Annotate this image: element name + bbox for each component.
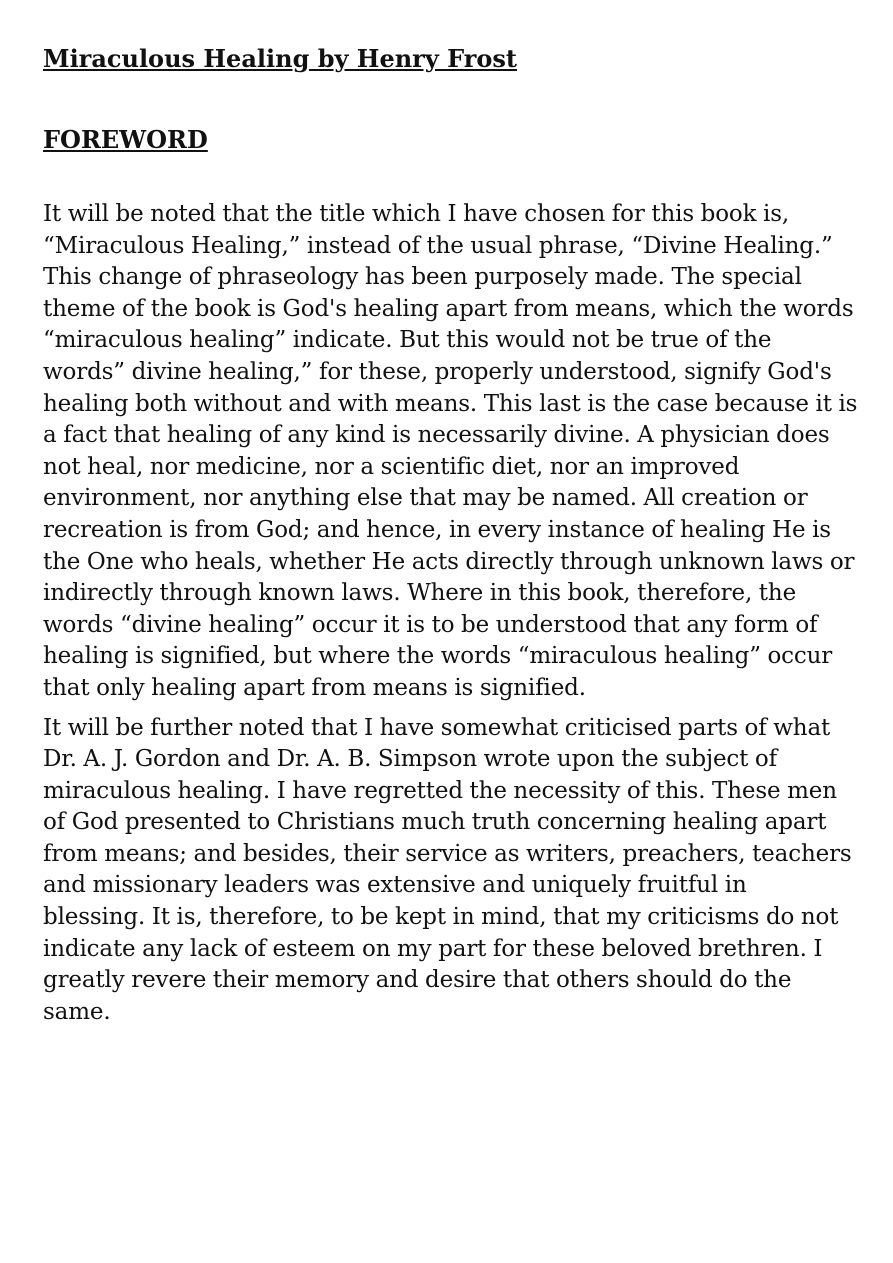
paragraph-line: It will be further noted that I have somewhat criticised parts of what xyxy=(43,714,831,741)
document-page xyxy=(43,38,858,1028)
paragraph-line: from means; and besides, their service as writers, preachers, teachers xyxy=(43,840,852,867)
paragraph-line: miraculous healing. I have regretted the necessity of this. These men xyxy=(43,777,837,804)
paragraph-line: blessing. It is, therefore, to be kept in mind, that my criticisms do not xyxy=(43,904,839,931)
paragraph-line: This change of phraseology has been purposely made. The special xyxy=(43,264,802,291)
paragraph-line: the One who heals, whether He acts directly through unknown laws or xyxy=(43,548,855,575)
paragraph-line: “miraculous healing” indicate. But this would not be true of the xyxy=(43,327,772,354)
paragraph-2 xyxy=(43,713,855,1029)
paragraph-line: theme of the book is God's healing apart from means, which the words xyxy=(43,295,854,322)
paragraph-1 xyxy=(43,199,858,705)
paragraph-line: and missionary leaders was extensive and uniquely fruitful in xyxy=(43,872,747,899)
paragraph-line: of God presented to Christians much truth concerning healing apart xyxy=(43,809,827,836)
paragraph-line: indicate any lack of esteem on my part for these beloved brethren. I xyxy=(43,935,823,962)
paragraph-line: Dr. A. J. Gordon and Dr. A. B. Simpson wrote upon the subject of xyxy=(43,746,777,773)
paragraph-line: healing is signified, but where the words “miraculous healing” occur xyxy=(43,643,833,670)
paragraph-line: that only healing apart from means is signified. xyxy=(43,674,586,701)
paragraph-line: healing both without and with means. This last is the case because it is xyxy=(43,390,858,417)
paragraph-line: “Miraculous Healing,” instead of the usual phrase, “Divine Healing.” xyxy=(43,232,833,259)
paragraph-line: environment, nor anything else that may be named. All creation or xyxy=(43,485,808,512)
paragraph-line: same. xyxy=(43,998,111,1025)
paragraph-line: not heal, nor medicine, nor a scientific diet, nor an improved xyxy=(43,453,740,480)
section-heading: FOREWORD xyxy=(43,125,208,154)
paragraph-line: greatly revere their memory and desire that others should do the xyxy=(43,967,792,994)
paragraph-line: It will be noted that the title which I have chosen for this book is, xyxy=(43,201,790,227)
paragraph-line: words “divine healing” occur it is to be understood that any form of xyxy=(43,611,818,638)
paragraph-line: a fact that healing of any kind is necessarily divine. A physician does xyxy=(43,422,830,449)
paragraph-line: words” divine healing,” for these, properly understood, signify God's xyxy=(43,358,832,385)
paragraph-line: indirectly through known laws. Where in this book, therefore, the xyxy=(43,580,797,607)
document-title: Miraculous Healing by Henry Frost xyxy=(43,44,517,73)
paragraph-line: recreation is from God; and hence, in every instance of healing He is xyxy=(43,516,831,543)
